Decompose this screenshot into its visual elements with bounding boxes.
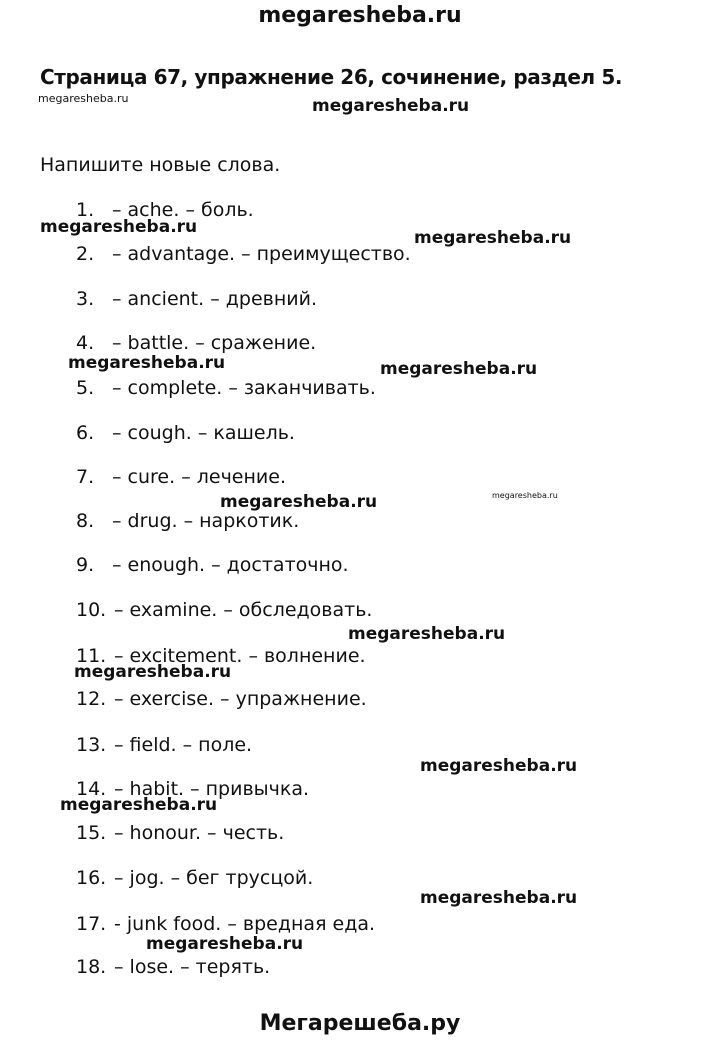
item-text: – complete. – заканчивать. xyxy=(112,377,376,399)
list-item xyxy=(76,598,372,622)
watermark: megaresheba.ru xyxy=(40,217,198,237)
item-number: 2. xyxy=(76,243,95,265)
item-text: – examine. – обследовать. xyxy=(114,599,373,621)
item-text: – ancient. – древний. xyxy=(112,288,317,310)
instruction-text: Напишите новые слова. xyxy=(40,154,281,176)
item-number: 16. xyxy=(76,867,107,889)
list-item xyxy=(76,866,313,890)
item-number: 8. xyxy=(76,510,95,532)
item-text: – drug. – наркотик. xyxy=(112,510,300,532)
watermark: megaresheba.ru xyxy=(348,624,506,644)
item-number: 1. xyxy=(76,199,95,221)
item-text: – ache. – боль. xyxy=(112,199,254,221)
item-text: - junk food. – вредная еда. xyxy=(114,913,376,935)
item-number: 11. xyxy=(76,645,107,667)
watermark: megaresheba.ru xyxy=(220,492,378,512)
item-number: 7. xyxy=(76,466,95,488)
item-number: 3. xyxy=(76,288,95,310)
list-item xyxy=(76,553,349,577)
item-number: 18. xyxy=(76,956,107,978)
watermark: megaresheba.ru xyxy=(68,353,226,373)
watermark: megaresheba.ru xyxy=(312,96,470,116)
list-item xyxy=(76,376,376,400)
item-number: 10. xyxy=(76,599,107,621)
watermark: megaresheba.ru xyxy=(414,228,572,248)
item-text: – excitement. – волнение. xyxy=(114,645,366,667)
item-text: – enough. – достаточно. xyxy=(112,554,349,576)
watermark: megaresheba.ru xyxy=(492,491,558,500)
watermark: megaresheba.ru xyxy=(420,888,578,908)
item-number: 15. xyxy=(76,822,107,844)
item-text: – exercise. – упражнение. xyxy=(114,688,367,710)
item-text: – advantage. – преимущество. xyxy=(112,243,411,265)
item-number: 14. xyxy=(76,778,107,800)
watermark: megaresheba.ru xyxy=(60,795,218,815)
list-item xyxy=(76,331,316,355)
list-item xyxy=(76,509,299,533)
item-text: – battle. – сражение. xyxy=(112,332,317,354)
item-number: 17. xyxy=(76,913,107,935)
item-number: 12. xyxy=(76,688,107,710)
watermark: megaresheba.ru xyxy=(146,934,304,954)
item-text: – cough. – кашель. xyxy=(112,422,295,444)
page-heading: Страница 67, упражнение 26, сочинение, раздел 5. xyxy=(40,65,623,89)
item-text: – honour. – честь. xyxy=(114,822,285,844)
list-item xyxy=(76,421,295,445)
list-item xyxy=(76,287,317,311)
watermark: megaresheba.ru xyxy=(74,662,232,682)
list-item xyxy=(76,465,286,489)
item-text: – jog. – бег трусцой. xyxy=(114,867,314,889)
site-header: megaresheba.ru xyxy=(258,3,462,28)
list-item xyxy=(76,955,270,979)
item-text: – lose. – терять. xyxy=(114,956,271,978)
list-item xyxy=(76,733,252,757)
item-number: 4. xyxy=(76,332,95,354)
item-text: – cure. – лечение. xyxy=(112,466,286,488)
watermark: megaresheba.ru xyxy=(380,359,538,379)
list-item xyxy=(76,821,284,845)
item-number: 13. xyxy=(76,734,107,756)
item-number: 9. xyxy=(76,554,95,576)
watermark: megaresheba.ru xyxy=(420,756,578,776)
list-item xyxy=(76,912,375,936)
list-item xyxy=(76,242,411,266)
item-number: 6. xyxy=(76,422,95,444)
watermark: megaresheba.ru xyxy=(38,92,129,105)
site-footer: Мегарешеба.ру xyxy=(259,1011,461,1036)
list-item xyxy=(76,687,367,711)
item-text: – habit. – привычка. xyxy=(114,778,310,800)
item-text: – field. – поле. xyxy=(114,734,253,756)
item-number: 5. xyxy=(76,377,95,399)
